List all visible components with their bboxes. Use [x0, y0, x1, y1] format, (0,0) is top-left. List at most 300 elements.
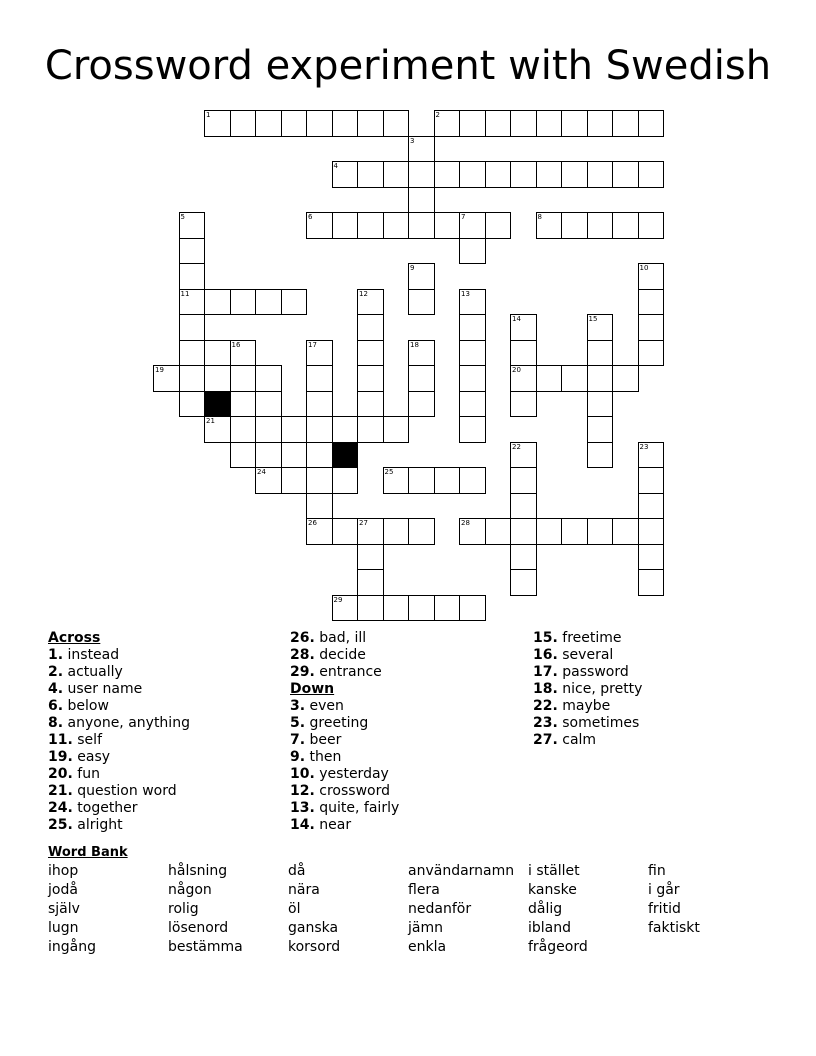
clue-text: near: [319, 817, 352, 833]
grid-cell[interactable]: [357, 161, 384, 188]
grid-cell[interactable]: [434, 110, 461, 137]
clue-number-label: 11.: [48, 732, 73, 748]
clue-text: several: [562, 647, 614, 663]
grid-cell[interactable]: [281, 289, 308, 316]
grid-cell[interactable]: [510, 518, 537, 545]
grid-cell[interactable]: [357, 544, 384, 571]
across-heading: Across: [48, 630, 101, 646]
word-bank-word: nära: [288, 882, 320, 898]
grid-cell[interactable]: [357, 518, 384, 545]
down-clue: [290, 698, 399, 715]
clue-number: 3: [410, 136, 415, 145]
black-square: [332, 442, 359, 469]
grid-cell[interactable]: [485, 110, 512, 137]
grid-cell[interactable]: [357, 391, 384, 418]
grid-cell[interactable]: [332, 416, 359, 443]
grid-cell[interactable]: [408, 391, 435, 418]
word-bank-word: då: [288, 863, 306, 879]
grid-cell[interactable]: [536, 365, 563, 392]
grid-cell[interactable]: [383, 467, 410, 494]
black-square: [204, 391, 231, 418]
clue-number: 4: [333, 162, 338, 170]
grid-cell[interactable]: [587, 365, 614, 392]
clue-text: instead: [67, 647, 120, 663]
grid-cell[interactable]: [536, 161, 563, 188]
grid-cell[interactable]: [281, 467, 308, 494]
grid-cell[interactable]: [306, 493, 333, 520]
word-bank-word: korsord: [288, 939, 341, 955]
clue-text: password: [562, 664, 629, 680]
grid-cell[interactable]: [459, 212, 486, 239]
grid-cell[interactable]: [179, 340, 206, 367]
grid-cell[interactable]: [612, 161, 639, 188]
grid-cell[interactable]: [408, 467, 435, 494]
clue-number: 27: [359, 519, 368, 527]
clue-text: bad, ill: [319, 630, 367, 646]
clue-number: 10: [639, 264, 649, 272]
down-clue: [533, 647, 642, 664]
grid-cell[interactable]: [255, 110, 282, 137]
clue-text: together: [77, 800, 138, 816]
word-bank-word: enkla: [408, 939, 447, 955]
grid-cell[interactable]: [357, 416, 384, 443]
grid-cell[interactable]: [408, 136, 435, 163]
grid-cell[interactable]: [459, 391, 486, 418]
grid-cell[interactable]: [204, 340, 231, 367]
grid-cell[interactable]: [332, 212, 359, 239]
word-bank-word: öl: [288, 901, 301, 917]
grid-cell[interactable]: [306, 518, 333, 545]
clue-number: 28: [461, 519, 470, 527]
clue-number: 9: [410, 264, 415, 272]
grid-cell[interactable]: [561, 518, 588, 545]
grid-cell[interactable]: [383, 110, 410, 137]
clue-text: alright: [77, 817, 123, 833]
grid-cell[interactable]: [357, 595, 384, 622]
clue-number: 15: [588, 315, 598, 323]
clue-number-label: 16.: [533, 647, 558, 663]
grid-cell[interactable]: [179, 314, 206, 341]
grid-cell[interactable]: [179, 263, 206, 290]
clue-number-label: 2.: [48, 664, 64, 680]
grid-cell[interactable]: [306, 365, 333, 392]
grid-cell[interactable]: [255, 442, 282, 469]
grid-cell[interactable]: [357, 289, 384, 316]
grid-cell[interactable]: [536, 110, 563, 137]
grid-cell[interactable]: [255, 289, 282, 316]
clue-number-label: 20.: [48, 766, 73, 782]
grid-cell[interactable]: [332, 518, 359, 545]
grid-cell[interactable]: [459, 467, 486, 494]
grid-cell[interactable]: [383, 212, 410, 239]
clue-text: nice, pretty: [562, 681, 643, 697]
down-clue: [533, 698, 642, 715]
down-clue: [290, 800, 399, 817]
word-bank-column: [528, 862, 588, 957]
down-clue: [533, 630, 642, 647]
grid-cell[interactable]: [408, 187, 435, 214]
grid-cell[interactable]: [587, 442, 614, 469]
grid-cell[interactable]: [204, 289, 231, 316]
grid-cell[interactable]: [485, 161, 512, 188]
clue-number: 1: [206, 111, 211, 119]
across-clue: [290, 630, 399, 647]
grid-cell[interactable]: [536, 518, 563, 545]
grid-cell[interactable]: [332, 467, 359, 494]
clue-number: 23: [639, 442, 649, 451]
clue-number-label: 28.: [290, 647, 315, 663]
across-clue: [290, 664, 399, 681]
grid-cell[interactable]: [638, 289, 665, 316]
grid-cell[interactable]: [587, 110, 614, 137]
grid-cell[interactable]: [459, 595, 486, 622]
grid-cell[interactable]: [587, 161, 614, 188]
grid-cell[interactable]: [638, 212, 665, 239]
grid-cell[interactable]: [434, 212, 461, 239]
grid-cell[interactable]: [434, 161, 461, 188]
grid-cell[interactable]: [306, 416, 333, 443]
clue-text: actually: [67, 664, 123, 680]
word-bank-word: någon: [168, 882, 212, 898]
clue-text: user name: [67, 681, 143, 697]
across-clue: [48, 664, 190, 681]
clue-text: entrance: [319, 664, 382, 680]
grid-cell[interactable]: [204, 110, 231, 137]
grid-cell[interactable]: [638, 161, 665, 188]
grid-cell[interactable]: [179, 391, 206, 418]
grid-cell[interactable]: [230, 391, 257, 418]
clue-number-label: 4.: [48, 681, 64, 697]
clue-number: 16: [231, 340, 241, 349]
clue-number: 29: [333, 595, 343, 604]
down-clue: [290, 766, 399, 783]
grid-cell[interactable]: [638, 544, 665, 571]
down-clue: [533, 732, 642, 749]
grid-cell[interactable]: [179, 289, 206, 316]
clue-number: 21: [206, 417, 215, 425]
clue-number: 8: [537, 213, 542, 221]
clue-text: quite, fairly: [319, 800, 400, 816]
word-bank-word: jämn: [408, 920, 443, 936]
across-clue: [48, 817, 190, 834]
grid-cell[interactable]: [306, 340, 333, 367]
clue-text: sometimes: [562, 715, 640, 731]
grid-cell[interactable]: [408, 595, 435, 622]
grid-cell[interactable]: [179, 212, 206, 239]
grid-cell[interactable]: [408, 365, 435, 392]
grid-cell[interactable]: [434, 595, 461, 622]
grid-cell[interactable]: [332, 110, 359, 137]
grid-cell[interactable]: [587, 391, 614, 418]
across-clue: [48, 749, 190, 766]
grid-cell[interactable]: [281, 416, 308, 443]
word-bank-word: ganska: [288, 920, 339, 936]
grid-cell[interactable]: [306, 391, 333, 418]
clue-number-label: 23.: [533, 715, 558, 731]
word-bank-word: kanske: [528, 882, 577, 898]
grid-cell[interactable]: [536, 212, 563, 239]
word-bank-word: i går: [648, 882, 680, 898]
grid-cell[interactable]: [638, 263, 665, 290]
clue-text: easy: [77, 749, 111, 765]
grid-cell[interactable]: [306, 467, 333, 494]
grid-cell[interactable]: [561, 212, 588, 239]
grid-cell[interactable]: [230, 416, 257, 443]
grid-cell[interactable]: [638, 493, 665, 520]
grid-cell[interactable]: [408, 340, 435, 367]
down-heading: Down: [290, 681, 335, 697]
clue-number-label: 13.: [290, 800, 315, 816]
word-bank-word: lugn: [48, 920, 79, 936]
word-bank-word: bestämma: [168, 939, 243, 955]
grid-cell[interactable]: [230, 340, 257, 367]
grid-cell[interactable]: [510, 161, 537, 188]
clue-text: calm: [562, 732, 597, 748]
clue-number-label: 27.: [533, 732, 558, 748]
clues-column-3: [533, 630, 642, 749]
grid-cell[interactable]: [459, 289, 486, 316]
grid-cell[interactable]: [638, 110, 665, 137]
grid-cell[interactable]: [459, 365, 486, 392]
grid-cell[interactable]: [638, 340, 665, 367]
grid-cell[interactable]: [561, 161, 588, 188]
grid-cell[interactable]: [306, 212, 333, 239]
grid-cell[interactable]: [255, 391, 282, 418]
grid-cell[interactable]: [485, 518, 512, 545]
grid-cell[interactable]: [587, 416, 614, 443]
grid-cell[interactable]: [638, 467, 665, 494]
grid-cell[interactable]: [459, 416, 486, 443]
clue-number: 20: [512, 366, 521, 374]
grid-cell[interactable]: [306, 110, 333, 137]
grid-cell[interactable]: [510, 110, 537, 137]
grid-cell[interactable]: [255, 467, 282, 494]
clue-text: self: [77, 732, 102, 748]
clues-column-1: [48, 630, 190, 834]
grid-cell[interactable]: [230, 110, 257, 137]
across-clue: [48, 647, 190, 664]
across-clue: [48, 800, 190, 817]
clue-text: freetime: [562, 630, 622, 646]
down-clue: [290, 715, 399, 732]
clue-number-label: 7.: [290, 732, 306, 748]
down-clue: [290, 732, 399, 749]
word-bank-heading: Word Bank: [48, 845, 128, 860]
clue-number: 13: [461, 289, 470, 298]
grid-cell[interactable]: [383, 518, 410, 545]
down-clue: [290, 783, 399, 800]
word-bank-word: fin: [648, 863, 666, 879]
clue-text: maybe: [562, 698, 611, 714]
grid-cell[interactable]: [510, 314, 537, 341]
clue-number-label: 24.: [48, 800, 73, 816]
clue-number: 17: [308, 340, 317, 349]
across-clue: [290, 647, 399, 664]
grid-cell[interactable]: [459, 161, 486, 188]
clue-number-label: 17.: [533, 664, 558, 680]
grid-cell[interactable]: [383, 161, 410, 188]
grid-cell[interactable]: [638, 442, 665, 469]
clue-number: 5: [180, 213, 185, 221]
grid-cell[interactable]: [306, 442, 333, 469]
grid-cell[interactable]: [612, 212, 639, 239]
grid-cell[interactable]: [255, 365, 282, 392]
clue-number: 25: [384, 468, 394, 476]
down-clue: [533, 715, 642, 732]
clue-number: 18: [410, 340, 419, 349]
across-clue: [48, 715, 190, 732]
grid-cell[interactable]: [281, 110, 308, 137]
grid-cell[interactable]: [459, 238, 486, 265]
word-bank-word: ingång: [48, 939, 96, 955]
clue-number-label: 21.: [48, 783, 73, 799]
word-bank-word: dålig: [528, 901, 563, 917]
clue-number: 12: [359, 289, 368, 298]
grid-cell[interactable]: [510, 442, 537, 469]
word-bank-word: ibland: [528, 920, 572, 936]
clue-text: anyone, anything: [67, 715, 190, 731]
across-clue: [48, 766, 190, 783]
clue-number-label: 12.: [290, 783, 315, 799]
grid-cell[interactable]: [408, 161, 435, 188]
clue-number: 14: [512, 315, 521, 323]
word-bank-word: lösenord: [168, 920, 229, 936]
grid-cell[interactable]: [230, 365, 257, 392]
clue-number: 2: [435, 111, 440, 119]
clue-number-label: 25.: [48, 817, 73, 833]
word-bank-word: användarnamn: [408, 863, 515, 879]
grid-cell[interactable]: [255, 416, 282, 443]
grid-cell[interactable]: [485, 212, 512, 239]
grid-cell[interactable]: [459, 314, 486, 341]
clue-number-label: 6.: [48, 698, 64, 714]
clue-number-label: 1.: [48, 647, 64, 663]
clue-number: 19: [155, 366, 164, 374]
grid-cell[interactable]: [561, 365, 588, 392]
grid-cell[interactable]: [332, 595, 359, 622]
grid-cell[interactable]: [179, 365, 206, 392]
clue-number-label: 3.: [290, 698, 306, 714]
down-clue: [290, 817, 399, 834]
word-bank-word: ihop: [48, 863, 79, 879]
grid-cell[interactable]: [510, 493, 537, 520]
grid-cell[interactable]: [587, 314, 614, 341]
grid-cell[interactable]: [408, 518, 435, 545]
grid-cell[interactable]: [587, 518, 614, 545]
word-bank-word: flera: [408, 882, 440, 898]
clue-number-label: 8.: [48, 715, 64, 731]
clue-text: fun: [77, 766, 100, 782]
word-bank-word: jodå: [48, 882, 78, 898]
clue-text: decide: [319, 647, 366, 663]
clue-text: question word: [77, 783, 177, 799]
page-title: Crossword experiment with Swedish: [44, 43, 772, 89]
clue-text: below: [67, 698, 109, 714]
word-bank-word: frågeord: [528, 939, 588, 955]
clue-number: 26: [308, 519, 317, 527]
grid-cell[interactable]: [357, 314, 384, 341]
clue-number-label: 29.: [290, 664, 315, 680]
grid-cell[interactable]: [179, 238, 206, 265]
down-clue: [533, 681, 642, 698]
grid-cell[interactable]: [332, 161, 359, 188]
grid-cell[interactable]: [357, 569, 384, 596]
grid-cell[interactable]: [204, 365, 231, 392]
down-clue: [533, 664, 642, 681]
grid-cell[interactable]: [459, 340, 486, 367]
grid-cell[interactable]: [561, 110, 588, 137]
grid-cell[interactable]: [510, 391, 537, 418]
grid-cell[interactable]: [510, 365, 537, 392]
clue-text: crossword: [319, 783, 390, 799]
grid-cell[interactable]: [587, 212, 614, 239]
grid-cell[interactable]: [281, 442, 308, 469]
grid-cell[interactable]: [612, 110, 639, 137]
grid-cell[interactable]: [230, 289, 257, 316]
grid-cell[interactable]: [638, 518, 665, 545]
word-bank-word: hålsning: [168, 863, 228, 879]
clue-number: 22: [512, 442, 521, 451]
grid-cell[interactable]: [408, 212, 435, 239]
clues-column-2: [290, 630, 399, 834]
clue-number: 6: [308, 213, 313, 221]
grid-cell[interactable]: [434, 467, 461, 494]
clue-number-label: 9.: [290, 749, 306, 765]
grid-cell[interactable]: [408, 263, 435, 290]
grid-cell[interactable]: [357, 365, 384, 392]
grid-cell[interactable]: [357, 110, 384, 137]
grid-cell[interactable]: [230, 442, 257, 469]
clue-text: greeting: [309, 715, 369, 731]
grid-cell[interactable]: [587, 340, 614, 367]
grid-cell[interactable]: [383, 416, 410, 443]
word-bank-word: själv: [48, 901, 80, 917]
clue-text: beer: [309, 732, 342, 748]
clue-number-label: 14.: [290, 817, 315, 833]
word-bank-column: [48, 862, 96, 957]
grid-cell[interactable]: [459, 110, 486, 137]
grid-cell[interactable]: [153, 365, 180, 392]
grid-cell[interactable]: [612, 518, 639, 545]
clue-number-label: 19.: [48, 749, 73, 765]
word-bank-word: nedanför: [408, 901, 472, 917]
word-bank-word: i stället: [528, 863, 580, 879]
grid-cell[interactable]: [459, 518, 486, 545]
clue-number-label: 5.: [290, 715, 306, 731]
grid-cell[interactable]: [510, 340, 537, 367]
grid-cell[interactable]: [510, 544, 537, 571]
grid-cell[interactable]: [408, 289, 435, 316]
grid-cell[interactable]: [357, 212, 384, 239]
grid-cell[interactable]: [204, 416, 231, 443]
across-clue: [48, 732, 190, 749]
clue-number-label: 10.: [290, 766, 315, 782]
grid-cell[interactable]: [638, 569, 665, 596]
word-bank-column: [648, 862, 700, 938]
clue-number: 24: [257, 468, 266, 476]
word-bank-column: [168, 862, 243, 957]
grid-cell[interactable]: [510, 569, 537, 596]
grid-cell[interactable]: [510, 467, 537, 494]
grid-cell[interactable]: [357, 340, 384, 367]
grid-cell[interactable]: [612, 365, 639, 392]
grid-cell[interactable]: [638, 314, 665, 341]
clue-number-label: 22.: [533, 698, 558, 714]
word-bank-word: rolig: [168, 901, 199, 917]
down-clue: [290, 749, 399, 766]
across-clue: [48, 698, 190, 715]
grid-cell[interactable]: [383, 595, 410, 622]
